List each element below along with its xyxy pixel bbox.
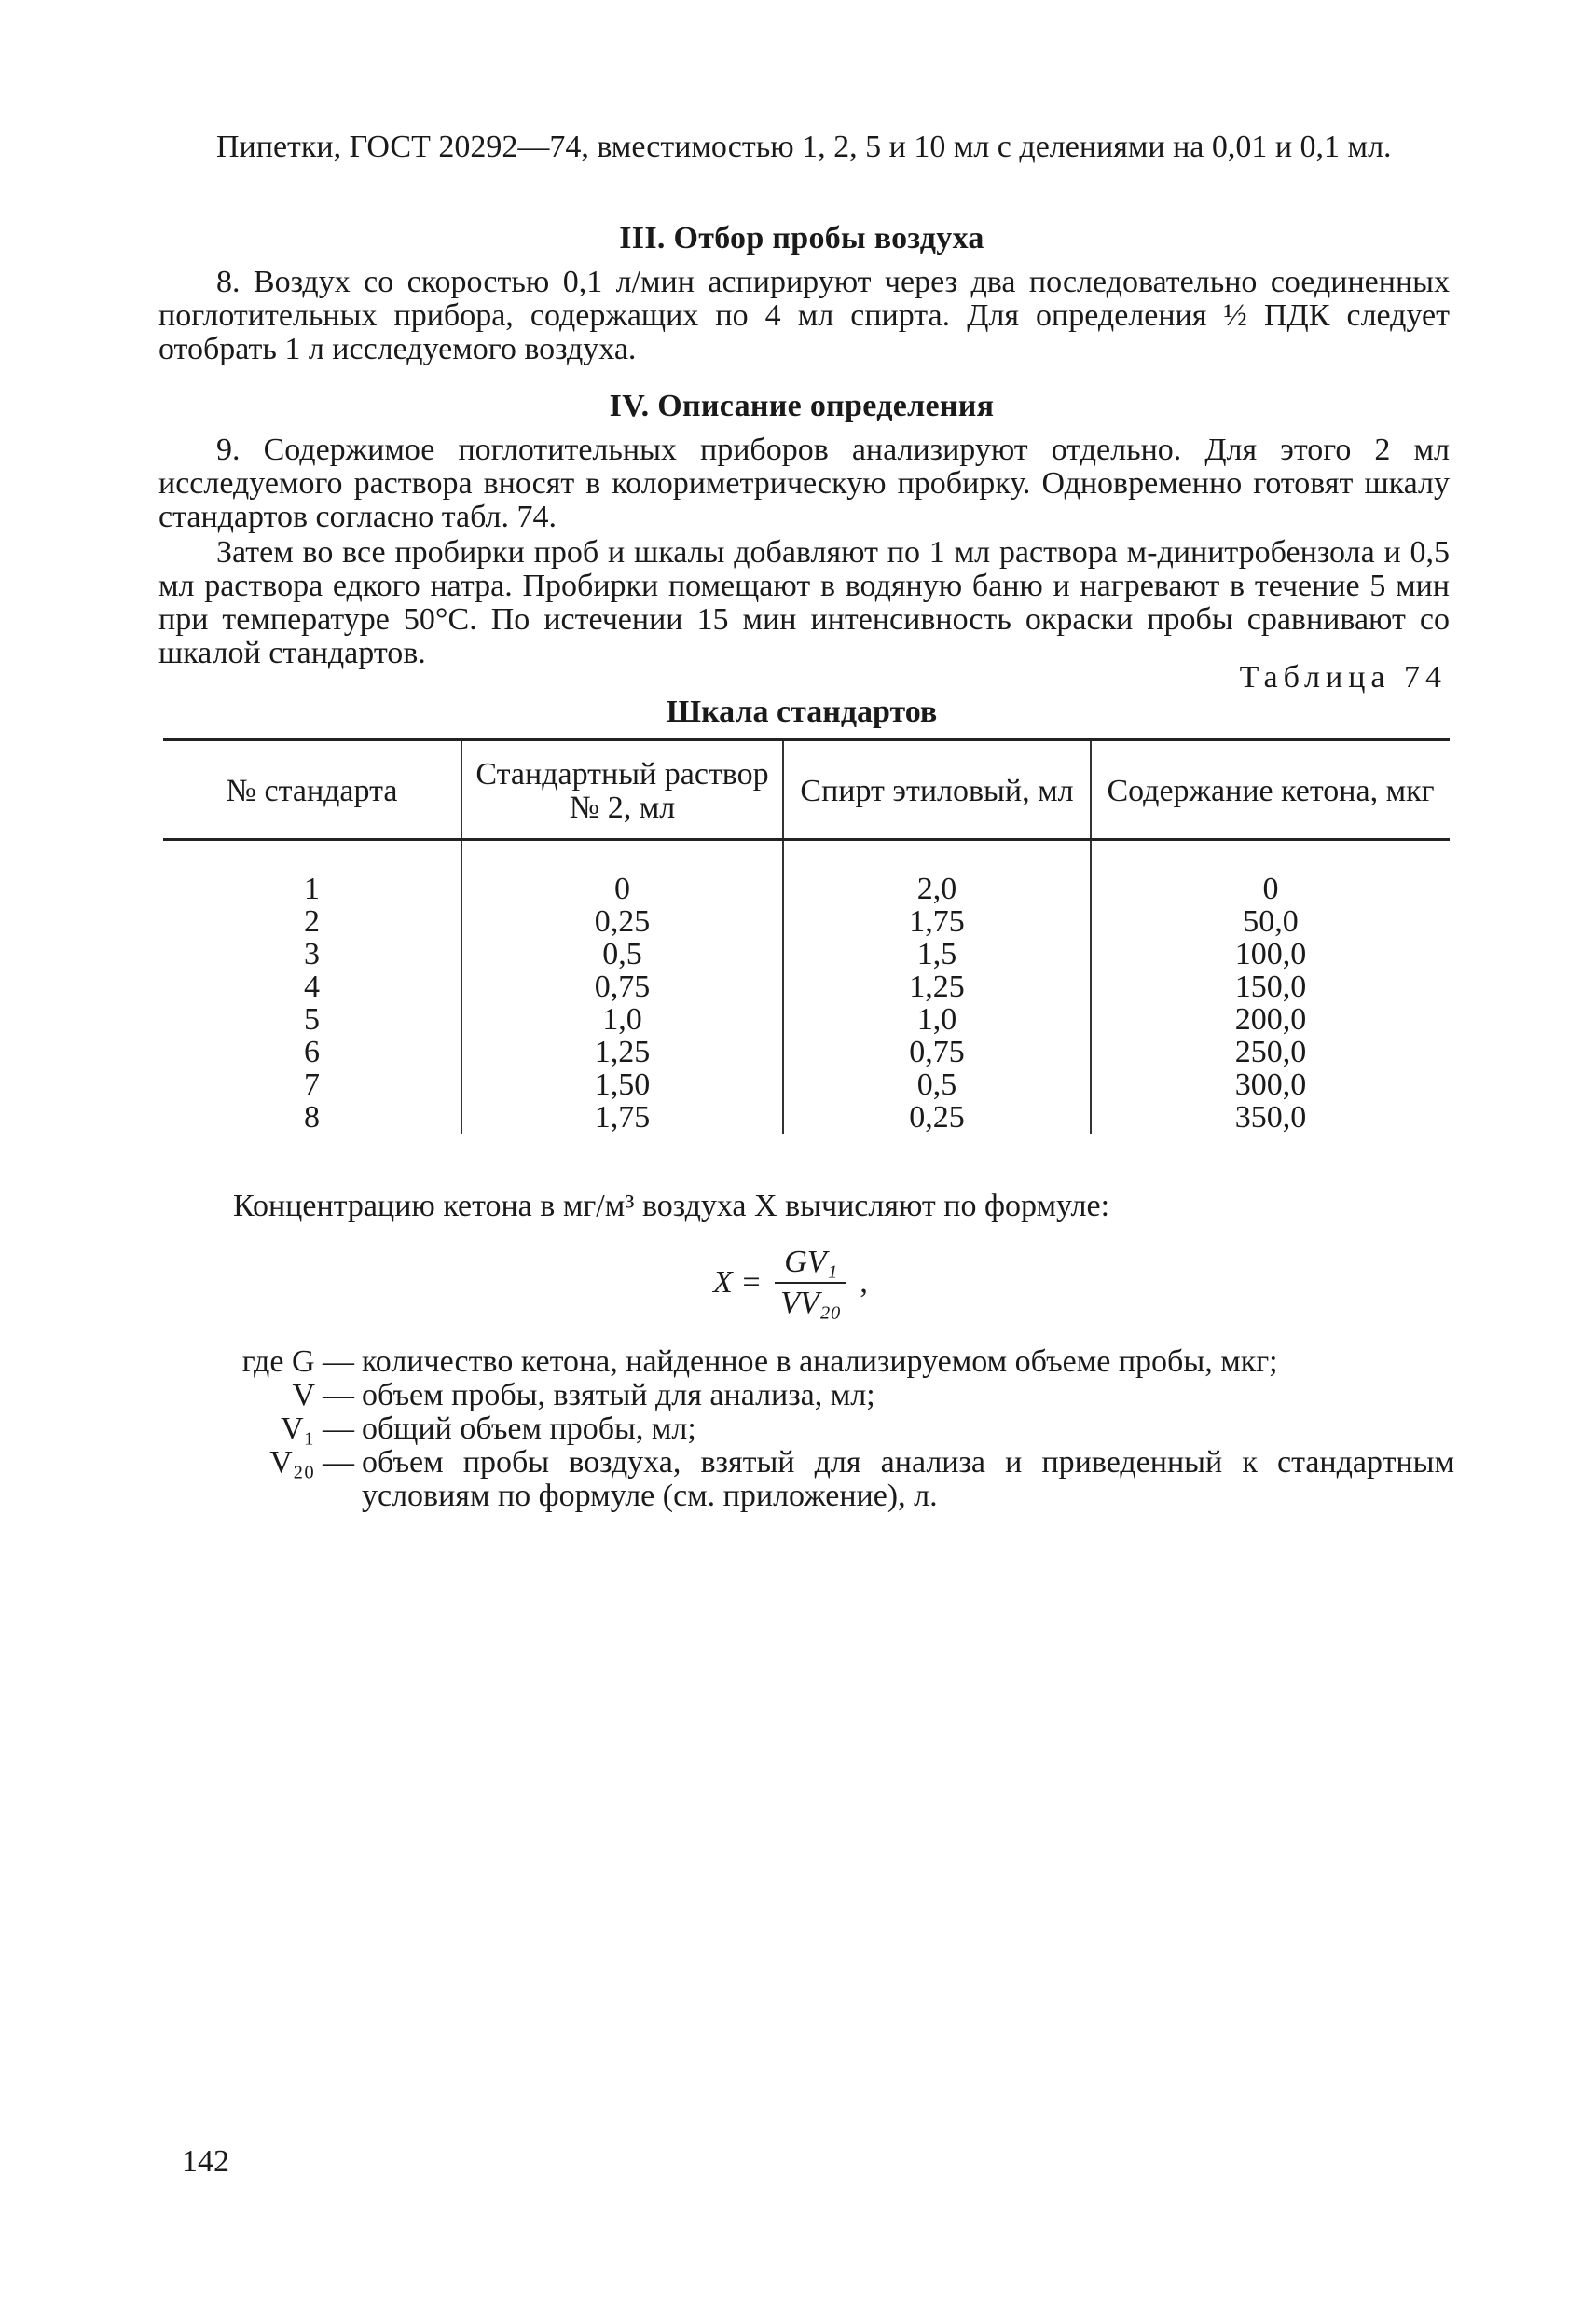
- legend-text: количество кетона, найденное в анализируемом объеме пробы, мкг;: [362, 1344, 1278, 1379]
- cell-ketone-content: 100,0: [1091, 938, 1450, 971]
- section-3-heading: III. Отбор пробы воздуха: [619, 221, 984, 255]
- cell-standard-solution: 1,25: [461, 1036, 783, 1068]
- col-header-ethyl-alcohol: Спирт этиловый, мл: [783, 740, 1091, 840]
- cell-ketone-content: 150,0: [1091, 971, 1450, 1003]
- paragraph-10: Затем во все пробирки проб и шкалы добавляют по 1 мл раствора м-динитробензола и 0,5 мл раствора едкого натра. Пробирки помещают в водяную баню и нагревают в течение 5 мин при температуре 50°C. По истечении 15 мин интенсивность окраски пробы сравнивают со шкалой стандартов.: [158, 535, 1450, 670]
- legend-item: [168, 1345, 1454, 1379]
- legend-text: объем пробы воздуха, взятый для анализа и приведенный к стандартным условиям по формуле (см. приложение), л.: [362, 1445, 1454, 1513]
- section-4-heading: IV. Описание определения: [609, 389, 995, 423]
- legend-symbol: где G —: [241, 1344, 354, 1379]
- table-row: [163, 905, 1450, 938]
- legend-text: общий объем пробы, мл;: [362, 1411, 696, 1446]
- table-row: [163, 1003, 1450, 1036]
- cell-ketone-content: 0: [1091, 840, 1450, 906]
- table-body: [163, 840, 1450, 1135]
- cell-standard-solution: 0,25: [461, 905, 783, 938]
- table-title: Шкала стандартов: [666, 695, 938, 729]
- cell-ethyl-alcohol: 0,5: [783, 1068, 1091, 1101]
- paragraph-9: 9. Содержимое поглотительных приборов анализируют отдельно. Для этого 2 мл исследуемого раствора вносят в колориметрическую пробирку. Одновременно готовят шкалу стандартов согласно табл. 74.: [158, 433, 1450, 534]
- cell-ketone-content: 200,0: [1091, 1003, 1450, 1036]
- legend-item: [168, 1379, 1454, 1412]
- legend-symbol: V₁ —: [281, 1411, 354, 1446]
- formula-intro: Концентрацию кетона в мг/м³ воздуха X вычисляют по формуле:: [233, 1189, 1110, 1223]
- table-row: [163, 1036, 1450, 1068]
- cell-standard-number: 2: [304, 904, 320, 939]
- legend-text: объем пробы, взятый для анализа, мл;: [362, 1378, 875, 1412]
- table-row: [163, 840, 1450, 906]
- cell-ketone-content: 50,0: [1091, 905, 1450, 938]
- standards-table: [163, 738, 1450, 1134]
- legend-item: [168, 1412, 1454, 1446]
- col-header-ketone-content: Содержание кетона, мкг: [1091, 740, 1450, 840]
- paragraph-8: 8. Воздух со скоростью 0,1 л/мин аспирируют через два последовательно соединенных поглотительных прибора, содержащих по 4 мл спирта. Для определения ½ ПДК следует отобрать 1 л исследуемого воздуха.: [158, 265, 1450, 366]
- cell-ethyl-alcohol: 2,0: [783, 840, 1091, 906]
- cell-ethyl-alcohol: 0,25: [783, 1101, 1091, 1134]
- cell-ethyl-alcohol: 1,0: [783, 1003, 1091, 1036]
- cell-ethyl-alcohol: 1,25: [783, 971, 1091, 1003]
- cell-standard-number: 4: [304, 970, 320, 1004]
- legend-symbol: V —: [292, 1378, 354, 1412]
- formula-denominator: VV₂₀: [780, 1286, 842, 1320]
- table-row: [163, 971, 1450, 1003]
- cell-standard-solution: 0,5: [461, 938, 783, 971]
- cell-standard-solution: 1,50: [461, 1068, 783, 1101]
- cell-standard-number: 7: [304, 1067, 320, 1102]
- table-row: [163, 938, 1450, 971]
- cell-ketone-content: 300,0: [1091, 1068, 1450, 1101]
- cell-standard-number: 3: [304, 937, 320, 971]
- col-header-standard-number: № стандарта: [226, 774, 398, 808]
- cell-ethyl-alcohol: 1,75: [783, 905, 1091, 938]
- table-row: [163, 1101, 1450, 1134]
- table-header: [163, 740, 1450, 840]
- cell-ketone-content: 250,0: [1091, 1036, 1450, 1068]
- cell-standard-solution: 1,0: [461, 1003, 783, 1036]
- formula-trail: ,: [860, 1265, 868, 1300]
- legend-item: [168, 1446, 1454, 1513]
- formula-numerator: GV₁: [775, 1245, 846, 1284]
- formula-lhs: X =: [713, 1265, 763, 1300]
- intro-paragraph: Пипетки, ГОСТ 20292—74, вместимостью 1, 2, 5 и 10 мл с делениями на 0,01 и 0,1 мл.: [216, 130, 1392, 164]
- col-header-standard-solution: Стандартный раствор № 2, мл: [461, 740, 783, 840]
- cell-standard-solution: 0: [461, 840, 783, 906]
- cell-standard-number: 6: [304, 1035, 320, 1069]
- formula-fraction: [771, 1245, 850, 1321]
- cell-ketone-content: 350,0: [1091, 1101, 1450, 1134]
- cell-ethyl-alcohol: 0,75: [783, 1036, 1091, 1068]
- cell-standard-solution: 1,75: [461, 1101, 783, 1134]
- table-row: [163, 1068, 1450, 1101]
- cell-standard-number: 1: [304, 872, 320, 906]
- page-number: 142: [182, 2144, 229, 2179]
- cell-standard-number: 8: [304, 1100, 320, 1135]
- table-label: Таблица 74: [1239, 660, 1447, 695]
- cell-standard-number: 5: [304, 1002, 320, 1037]
- cell-standard-solution: 0,75: [461, 971, 783, 1003]
- formula-legend: [168, 1345, 1454, 1513]
- cell-ethyl-alcohol: 1,5: [783, 938, 1091, 971]
- legend-symbol: V₂₀ —: [269, 1445, 354, 1480]
- concentration-formula: [713, 1245, 868, 1321]
